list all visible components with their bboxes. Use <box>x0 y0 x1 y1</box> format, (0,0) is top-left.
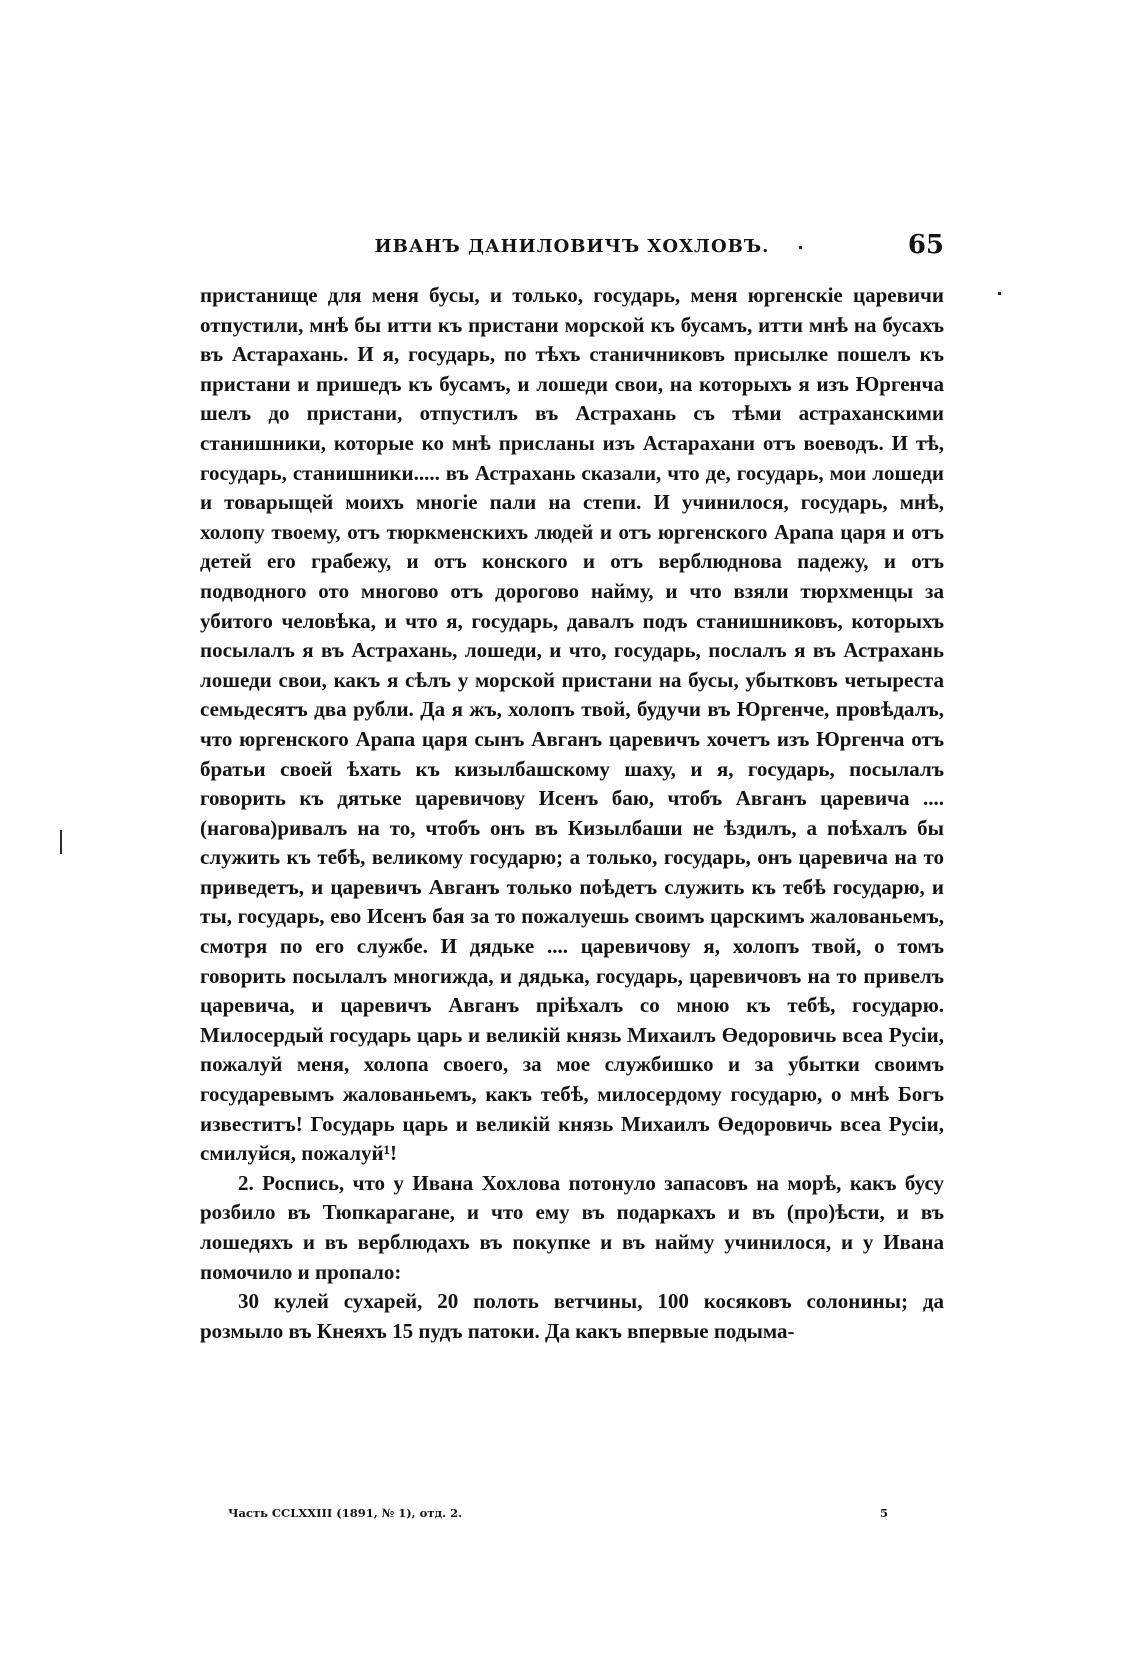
signature-mark: 5 <box>879 1506 888 1520</box>
running-title: ИВАНЪ ДАНИЛОВИЧЪ ХОХЛОВЪ. <box>374 236 770 257</box>
scan-speck <box>60 830 62 854</box>
paragraph-3: 30 кулей сухарей, 20 полоть ветчины, 100 косяковъ солонины; да розмыло въ Кнеяхъ 15 пудъ патоки. Да какъ впервые подыма- <box>200 1289 944 1343</box>
running-head <box>200 231 944 263</box>
scan-speck <box>998 292 1001 295</box>
page-number: 65 <box>907 230 944 260</box>
page-footer <box>228 1502 888 1524</box>
scan-speck <box>799 246 802 249</box>
text-body <box>200 281 944 1346</box>
publication-note: Часть CCLXXIII (1891, № 1), отд. 2. <box>228 1506 463 1520</box>
paragraph-1: пристанище для меня бусы, и только, государь, меня юргенскіе царевичи отпустили, мнѣ бы итти къ пристани морской къ бусамъ, итти мнѣ на бусахъ въ Астарахань. И я, государь, по тѣхъ станичниковъ присылке пошелъ къ пристани и пришедъ къ бусамъ, и лошеди свои, на которыхъ я изъ Юргенча шелъ до пристани, отпустилъ въ Астрахань съ тѣми астраханскими станишники, которые ко мнѣ присланы изъ Астарахани отъ воеводъ. И тѣ, государь, станишники..... въ Астрахань сказали, что де, государь, мои лошеди и товарыщей моихъ многіе пали на степи. И учинилося, государь, мнѣ, холопу твоему, отъ тюркменскихъ людей и отъ юргенского Арапа царя и отъ детей его грабежу, и отъ конского и отъ верблюднова падежу, и отъ подводного ото многово отъ дорогово найму, и что взяли тюрхменцы за убитого человѣка, и что я, государь, давалъ подъ станишниковъ, которыхъ посылалъ я въ Астрахань, лошеди, и что, государь, послалъ я въ Астрахань лошеди свои, какъ я сѣлъ у морской пристани на бусы, убытковъ четыреста семьдесятъ два рубли. Да я жъ, холопъ твой, будучи въ Юргенче, провѣдалъ, что юргенского Арапа царя сынъ Авганъ царевичъ хочетъ изъ Юргенча отъ братьи своей ѣхать къ кизылбашскому шаху, и я, государь, посылалъ говорить къ дятьке царевичову Исенъ баю, чтобъ Авганъ царевича .... (нагова)ривалъ на то, чтобъ онъ въ Кизылбаши не ѣздилъ, а поѣхалъ бы служить къ тебѣ, великому государю; а только, государь, онъ царевича на то приведетъ, и царевичъ Авганъ только поѣдетъ служить къ тебѣ государю, и ты, государь, ево Исенъ бая за то пожалуешь своимъ царскимъ жалованьемъ, смотря по его службе. И дядьке .... царевичову я, холопъ твой, о томъ говорить посылалъ многижда, и дядька, государь, царевичовъ на то привелъ царевича, и царевичъ Авганъ пріѣхалъ со мною къ тебѣ, государю. Милосердый государь царь и великій князь Михаилъ Өедоровичь всеа Русіи, пожалуй меня, холопа своего, за мое службишко и за убытки своимъ государевымъ жалованьемъ, какъ тебѣ, милосердому государю, о мнѣ Богъ известитъ! Государь царь и великій князь Михаилъ Өедоровичь всеа Русіи, смилуйся, пожалуй¹! <box>200 283 944 1166</box>
paragraph-2: 2. Роспись, что у Ивана Хохлова потонуло запасовъ на морѣ, какъ бусу розбило въ Тюпкарагане, и что ему въ подаркахъ и въ (про)ѣсти, и въ лошедяхъ и въ верблюдахъ въ покупке и въ найму учинилося, и у Ивана помочило и пропало: <box>200 1170 944 1284</box>
